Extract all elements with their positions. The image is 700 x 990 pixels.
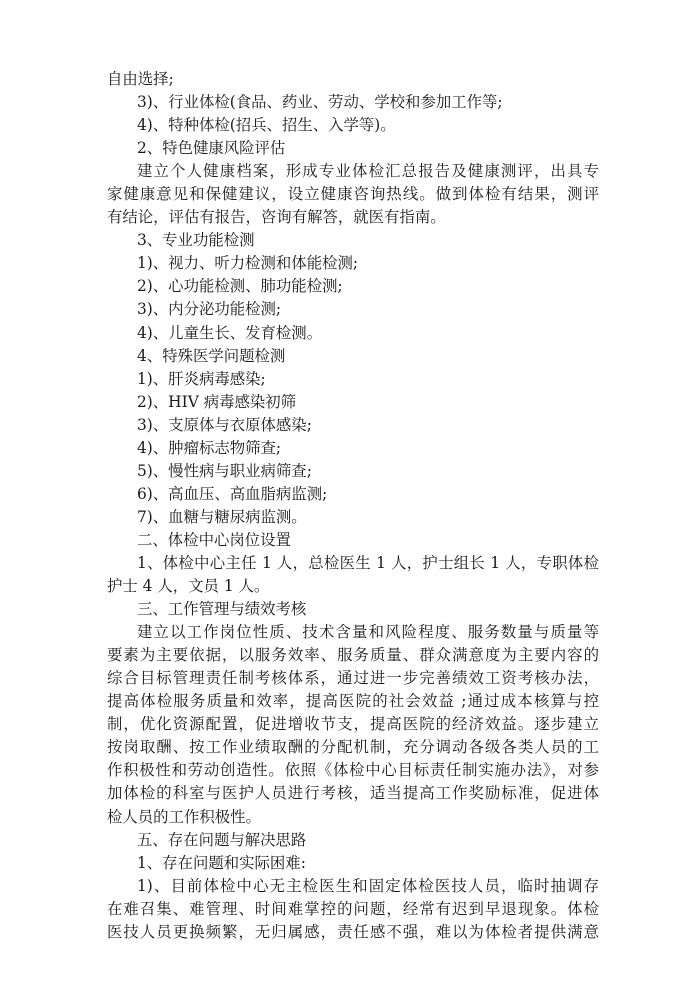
text-line: 作积极性和劳动创造性。依照《体检中心目标责任制实施办法》，对参 bbox=[107, 761, 599, 780]
text-line: 家健康意见和保健建议，设立健康咨询热线。做到体检有结果，测评 bbox=[107, 185, 599, 204]
text-line: 1)、肝炎病毒感染; bbox=[137, 369, 266, 388]
text-line: 1)、目前体检中心无主检医生和固定体检医技人员，临时抽调存 bbox=[137, 876, 599, 895]
text-line: 4、特殊医学问题检测 bbox=[137, 346, 286, 365]
text-line: 要素为主要依据，以服务效率、服务质量、群众满意度为主要内容的 bbox=[107, 646, 599, 665]
text-line: 在难召集、难管理、时间难掌控的问题，经常有迟到早退现象。体检 bbox=[107, 899, 599, 918]
text-line: 提高体检服务质量和效率，提高医院的社会效益 ;通过成本核算与控 bbox=[107, 692, 599, 711]
text-line: 2)、心功能检测、肺功能检测; bbox=[137, 277, 343, 296]
text-line: 加体检的科室与医护人员进行考核，适当提高工作奖励标准，促进体 bbox=[107, 784, 599, 803]
text-line: 自由选择; bbox=[107, 70, 174, 88]
text-line: 7)、血糖与糖尿病监测。 bbox=[137, 507, 307, 526]
document-body bbox=[107, 68, 599, 944]
text-line: 建立以工作岗位性质、技术含量和风险程度、服务数量与质量等 bbox=[137, 623, 599, 642]
text-line: 6)、高血压、高血脂病监测; bbox=[137, 484, 328, 503]
text-line: 医技人员更换频繁，无归属感，责任感不强，难以为体检者提供满意 bbox=[107, 922, 599, 941]
text-line: 1、存在问题和实际困难: bbox=[137, 853, 306, 872]
text-line: 1)、视力、听力检测和体能检测; bbox=[137, 254, 359, 273]
text-line: 2)、HIV 病毒感染初筛 bbox=[137, 392, 297, 411]
text-line: 护士 4 人，文员 1 人。 bbox=[107, 577, 270, 596]
text-line: 建立个人健康档案，形成专业体检汇总报告及健康测评，出具专 bbox=[137, 162, 599, 181]
text-line: 3)、支原体与衣原体感染; bbox=[137, 415, 312, 434]
text-line: 4)、特种体检(招兵、招生、入学等)。 bbox=[137, 116, 396, 135]
text-line: 2、特色健康风险评估 bbox=[137, 139, 286, 158]
text-line: 5)、慢性病与职业病筛查; bbox=[137, 461, 312, 480]
text-line: 3)、行业体检(食品、药业、劳动、学校和参加工作等; bbox=[137, 93, 503, 112]
text-line: 检人员的工作积极性。 bbox=[107, 807, 261, 826]
text-line: 按岗取酬、按工作业绩取酬的分配机制，充分调动各级各类人员的工 bbox=[107, 738, 599, 757]
text-line: 三、工作管理与绩效考核 bbox=[137, 600, 307, 619]
text-line: 综合目标管理责任制考核体系，通过进一步完善绩效工资考核办法， bbox=[107, 669, 599, 688]
text-line: 4)、儿童生长、发育检测。 bbox=[137, 323, 323, 342]
text-line: 二、体检中心岗位设置 bbox=[137, 530, 291, 549]
text-line: 1、体检中心主任 1 人，总检医生 1 人，护士组长 1 人，专职体检 bbox=[137, 553, 599, 572]
text-line: 4)、肿瘤标志物筛查; bbox=[137, 438, 282, 457]
text-line: 有结论，评估有报告，咨询有解答，就医有指南。 bbox=[107, 208, 446, 227]
text-line: 3)、内分泌功能检测; bbox=[137, 300, 282, 319]
text-line: 3、专业功能检测 bbox=[137, 231, 255, 250]
text-line: 五、存在问题与解决思路 bbox=[137, 830, 307, 849]
text-line: 制，优化资源配置，促进增收节支，提高医院的经济效益。逐步建立 bbox=[107, 715, 599, 734]
